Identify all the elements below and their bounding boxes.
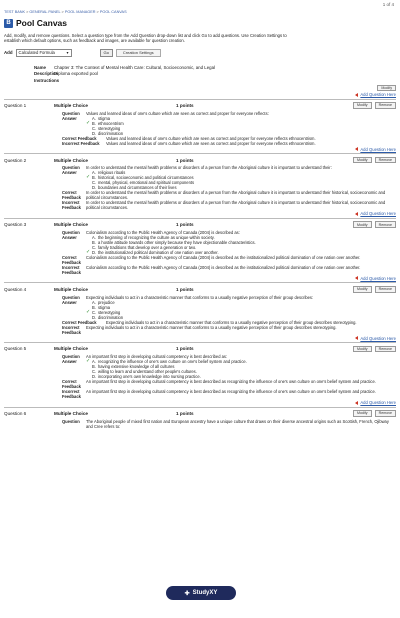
add-question-here-label: Add Question Here — [360, 400, 396, 406]
incorrect-feedback-row — [62, 389, 396, 399]
question-body — [62, 419, 396, 429]
question-points: 1 points — [176, 346, 194, 352]
answer-letter: B. — [92, 364, 96, 370]
incorrect-feedback-label: Incorrect Feedback — [62, 324, 81, 335]
correct-feedback-text: Values and learned ideas of one's culture which are seen as correct and proper for everyone reflects ethnocentrism. — [106, 135, 316, 141]
answer-letter: D. — [92, 130, 97, 136]
arrow-left-icon — [355, 147, 358, 151]
question-text: The Aboriginal people of mixed first nation and European ancestry have a unique culture that draws on their diverse ancestral origins such as Scottish, French, Ojibway and Cree refers to: — [86, 418, 389, 429]
question-type: Multiple Choice — [54, 157, 88, 163]
question-text: An important first step in developing cultural competency is best described as: — [86, 354, 228, 360]
add-question-bar — [4, 49, 396, 57]
question-type-value: Calculated Formula — [18, 50, 55, 56]
correct-feedback-text: In order to understand the mental health problems or disorders of a person from the Aboriginal culture it is important to understand their historical, socioeconomic and political circumstances. — [86, 190, 386, 201]
add-question-here-label: Add Question Here — [360, 146, 396, 152]
question-label: Question — [62, 229, 80, 235]
question-header — [4, 346, 396, 353]
intro-text: Add, modify, and remove questions. Select a question type from the Add Question drop-down list and click Go to add questions. Use Creation Settings to establish which default options, such as feedback and images, are available for question creation. — [4, 33, 287, 44]
answer-letter: D. — [92, 249, 97, 255]
add-question-here-link[interactable] — [355, 211, 396, 216]
question-list — [4, 102, 396, 429]
breadcrumb-separator: > — [26, 10, 30, 14]
answer-text: stigma — [98, 304, 111, 310]
incorrect-feedback-text: In order to understand the mental health problems or disorders of a person from the Aboriginal culture it is important to understand their historical, socioeconomic and political circumstances. — [86, 200, 386, 211]
question-actions — [316, 221, 396, 228]
remove-button[interactable]: Remove — [375, 221, 396, 228]
question-text: Colonialism according to the Public Health Agency of Canada (2004) is described as: — [86, 229, 240, 235]
logo-letter: B — [6, 20, 11, 26]
answer-letter: A. — [92, 115, 96, 121]
incorrect-feedback-label: Incorrect Feedback — [62, 389, 81, 400]
answer-text: stereotyping — [98, 309, 121, 315]
correct-feedback-row — [62, 255, 396, 265]
answer-letter: B. — [92, 120, 96, 126]
breadcrumb-test-bank[interactable]: TEST BANK — [4, 10, 26, 14]
answer-text: religious rituals — [98, 170, 126, 176]
answer-text: having extensive knowledge of all cultures — [98, 364, 175, 370]
answer-letter: C. — [92, 125, 97, 131]
answer-text: a hostile attitude towards other simply because they have objectionable characteristics. — [98, 239, 256, 245]
meta-description-label: Description — [34, 71, 59, 77]
breadcrumb — [4, 10, 396, 14]
answer-row — [62, 170, 396, 190]
question-text: Expecting individuals to act in a characteristic manner that conforms to a usually negative perception of their group describes: — [86, 294, 314, 300]
pool-canvas-page — [4, 10, 396, 429]
question-body — [62, 295, 396, 335]
question-body — [62, 230, 396, 275]
checkmark-icon: ✓ — [86, 358, 91, 365]
blackboard-logo-icon — [4, 19, 13, 28]
remove-button[interactable]: Remove — [375, 410, 396, 417]
answer-text: discrimination — [98, 130, 124, 136]
answer-text: boundaries and circumstances of their lives — [98, 185, 177, 191]
answer-text: ethnocentrism — [98, 120, 124, 126]
answer-letter: C. — [92, 369, 97, 375]
answer-letter: B. — [92, 239, 96, 245]
answer-text: stereotyping — [98, 125, 121, 131]
answer-text: discrimination — [98, 314, 124, 320]
question-header — [4, 410, 396, 417]
answer-letter: A. — [92, 170, 96, 176]
answer-text: historical, socioeconomic and political circumstances — [98, 175, 194, 181]
meta-name-label: Name — [34, 64, 46, 70]
answer-letter: C. — [92, 180, 97, 186]
correct-feedback-text: Expecting individuals to act in a characteristic manner that conforms to a usually negative perception of their group describes stereotyping. — [106, 319, 357, 325]
add-question-row — [4, 336, 396, 341]
plus-icon: ✚ — [184, 590, 190, 597]
remove-button[interactable]: Remove — [375, 346, 396, 353]
correct-feedback-text: Colonialism according to the Public Health Agency of Canada (2004) is described as the institutionalized political domination of one nation over another. — [86, 254, 361, 260]
add-question-row — [4, 400, 396, 405]
correct-feedback-text: An important first step in developing cultural competency is best described as recognizing the influence of one's own culture on one's belief system and practice. — [86, 379, 376, 385]
question-number: Question 2 — [4, 157, 27, 163]
answer-letter: A. — [92, 234, 96, 240]
checkmark-icon: ✓ — [86, 119, 91, 126]
question-header — [4, 102, 396, 109]
answer-letter: D. — [92, 374, 97, 380]
add-question-here-label: Add Question Here — [360, 335, 396, 341]
question-number: Question 5 — [4, 346, 27, 352]
breadcrumb-general-panel[interactable]: GENERAL PANEL — [29, 10, 61, 14]
answer-label: Answer — [62, 299, 77, 305]
question-points: 1 points — [176, 222, 194, 228]
answer-letter: B. — [92, 175, 96, 181]
add-label: Add — [4, 50, 13, 56]
question-label: Question — [62, 418, 80, 424]
incorrect-feedback-label: Incorrect Feedback — [62, 264, 81, 275]
incorrect-feedback-text: Values and learned ideas of one's culture which are seen as correct and proper for everyone reflects ethnocentrism. — [106, 140, 316, 146]
divider — [4, 407, 396, 408]
breadcrumb-separator: > — [96, 10, 100, 14]
modify-button[interactable]: Modify — [353, 346, 372, 353]
answer-text: recognizing the influence of one's own culture on one's belief system and practice. — [98, 359, 247, 365]
incorrect-feedback-text: Expecting individuals to act in a characteristic manner that conforms to a usually negative perception of their group describes stereotyping. — [86, 324, 337, 330]
question-label: Question — [62, 354, 80, 360]
answer-row — [62, 359, 396, 379]
modify-button[interactable]: Modify — [353, 157, 372, 164]
remove-button[interactable]: Remove — [375, 286, 396, 293]
modify-button[interactable]: Modify — [353, 102, 372, 109]
answer-letter: B. — [92, 304, 96, 310]
question-actions — [316, 157, 396, 164]
checkmark-icon: ✓ — [86, 248, 91, 255]
question-body — [62, 111, 396, 146]
incorrect-feedback-row — [62, 141, 396, 146]
incorrect-feedback-text: Colonialism according to the Public Health Agency of Canada (2004) is described as the institutionalized political domination of one nation over another. — [86, 264, 361, 270]
answer-text: the beginning of recognizing the culture as unique within society. — [98, 234, 215, 240]
question-type: Multiple Choice — [54, 410, 88, 416]
question-text-row — [62, 419, 396, 429]
add-question-here-link[interactable] — [355, 276, 396, 281]
remove-button[interactable]: Remove — [375, 157, 396, 164]
go-button[interactable]: Go — [100, 49, 113, 57]
question-header — [4, 221, 396, 228]
breadcrumb-separator: > — [61, 10, 65, 14]
question-type: Multiple Choice — [54, 346, 88, 352]
question-label: Question — [62, 165, 80, 171]
answer-row — [62, 235, 396, 255]
answer-letter: D. — [92, 185, 97, 191]
answer-text: prejudice — [98, 299, 115, 305]
chevron-down-icon: ▾ — [66, 50, 69, 56]
divider — [4, 99, 396, 100]
answer-text: the institutionalized political domination of one nation over another. — [98, 249, 219, 255]
add-question-row — [4, 147, 396, 152]
answer-list — [86, 300, 396, 320]
question-points: 1 points — [176, 286, 194, 292]
correct-feedback-row — [62, 379, 396, 389]
question-number: Question 6 — [4, 410, 27, 416]
divider — [4, 153, 396, 154]
answer-text: incorporating one's own knowledge into nursing practice. — [98, 374, 201, 380]
answer-label: Answer — [62, 115, 77, 121]
answer-text: mental, physical, emotional and spiritual components — [98, 180, 195, 186]
question-type: Multiple Choice — [54, 222, 88, 228]
add-question-here-link[interactable] — [355, 147, 396, 152]
add-question-here-label: Add Question Here — [360, 211, 396, 217]
arrow-left-icon — [355, 401, 358, 405]
answer-row — [62, 300, 396, 320]
add-question-row — [4, 276, 396, 281]
question-actions — [316, 102, 396, 109]
incorrect-feedback-row — [62, 325, 396, 335]
question-number: Question 4 — [4, 286, 27, 292]
answer-letter: C. — [92, 244, 97, 250]
answer-label: Answer — [62, 170, 77, 176]
answer-list — [86, 359, 396, 379]
remove-button[interactable]: Remove — [375, 102, 396, 109]
add-question-here-label: Add Question Here — [360, 92, 396, 98]
studyxy-watermark — [166, 586, 236, 600]
question-number: Question 1 — [4, 102, 27, 108]
question-header — [4, 157, 396, 164]
question-points: 1 points — [176, 410, 194, 416]
pool-info — [34, 65, 396, 83]
correct-feedback-label: Correct Feedback — [62, 319, 97, 325]
correct-feedback-label: Correct Feedback — [62, 379, 81, 390]
answer-text: family traditions that develop over a generation or two. — [98, 244, 197, 250]
modify-button[interactable]: Modify — [353, 286, 372, 293]
question-actions — [316, 286, 396, 293]
answer-label: Answer — [62, 234, 77, 240]
modify-button[interactable]: Modify — [353, 410, 372, 417]
question-body — [62, 354, 396, 399]
correct-feedback-label: Correct Feedback — [62, 190, 81, 201]
answer-text: willing to learn and understand other people's cultures. — [98, 369, 197, 375]
divider — [4, 282, 396, 283]
divider — [4, 342, 396, 343]
answer-row — [62, 116, 396, 136]
answer-letter: D. — [92, 314, 97, 320]
meta-description-value: Diploma exported pool — [54, 71, 98, 77]
question-type-select[interactable] — [16, 49, 72, 57]
modify-button[interactable]: Modify — [353, 221, 372, 228]
breadcrumb-current: POOL CANVAS — [99, 10, 127, 14]
incorrect-feedback-label: Incorrect Feedback — [62, 140, 100, 146]
answer-letter: A. — [92, 359, 96, 365]
arrow-left-icon — [355, 212, 358, 216]
meta-instructions-label: Instructions — [34, 78, 60, 83]
answer-label: Answer — [62, 359, 77, 365]
incorrect-feedback-row — [62, 200, 396, 210]
answer-list — [86, 170, 396, 190]
add-question-here-link[interactable] — [355, 336, 396, 341]
arrow-left-icon — [355, 336, 358, 340]
question-text: Values and learned ideas of one's culture which are seen as correct and proper for everyone reflects: — [86, 110, 269, 116]
question-points: 1 points — [176, 157, 194, 163]
add-question-row — [4, 211, 396, 216]
page-indicator: 1 of 4 — [382, 2, 394, 7]
arrow-left-icon — [355, 276, 358, 280]
answer-list — [86, 235, 396, 255]
question-text: In order to understand the mental health problems or disorders of a person from the Aboriginal culture it is important to understand their: — [86, 165, 332, 171]
question-label: Question — [62, 294, 80, 300]
question-type: Multiple Choice — [54, 286, 88, 292]
creation-settings-button[interactable]: Creation Settings — [116, 49, 161, 57]
answer-list — [86, 116, 396, 136]
correct-feedback-label: Correct Feedback — [62, 254, 81, 265]
divider — [4, 218, 396, 219]
incorrect-feedback-row — [62, 265, 396, 275]
question-header — [4, 286, 396, 293]
meta-name-value: Chapter 3: The Context of Mental Health Care: Cultural, Socioeconomic, and Legal — [54, 64, 215, 70]
answer-letter: C. — [92, 309, 97, 315]
incorrect-feedback-text: An important first step in developing cultural competency is best described as recognizing the influence of one's own culture on one's belief system and practice. — [86, 389, 376, 395]
question-actions — [316, 410, 396, 417]
question-body — [62, 165, 396, 210]
question-type: Multiple Choice — [54, 102, 88, 108]
question-number: Question 3 — [4, 222, 27, 228]
arrow-left-icon — [355, 93, 358, 97]
page-title: Pool Canvas — [16, 18, 68, 28]
add-question-here-link[interactable] — [355, 92, 396, 97]
checkmark-icon: ✓ — [86, 174, 91, 181]
question-points: 1 points — [176, 102, 194, 108]
incorrect-feedback-label: Incorrect Feedback — [62, 200, 81, 211]
correct-feedback-row — [62, 190, 396, 200]
modify-pool-button[interactable]: Modify — [377, 85, 396, 92]
add-question-here-link[interactable] — [355, 400, 396, 405]
answer-letter: A. — [92, 299, 96, 305]
correct-feedback-label: Correct Feedback — [62, 135, 97, 141]
breadcrumb-pool-manager[interactable]: POOL MANAGER — [64, 10, 96, 14]
answer-text: stigma — [98, 115, 111, 121]
question-actions — [316, 346, 396, 353]
add-question-here-label: Add Question Here — [360, 275, 396, 281]
watermark-text: StudyXY — [192, 590, 218, 596]
question-label: Question — [62, 110, 80, 116]
checkmark-icon: ✓ — [86, 308, 91, 315]
